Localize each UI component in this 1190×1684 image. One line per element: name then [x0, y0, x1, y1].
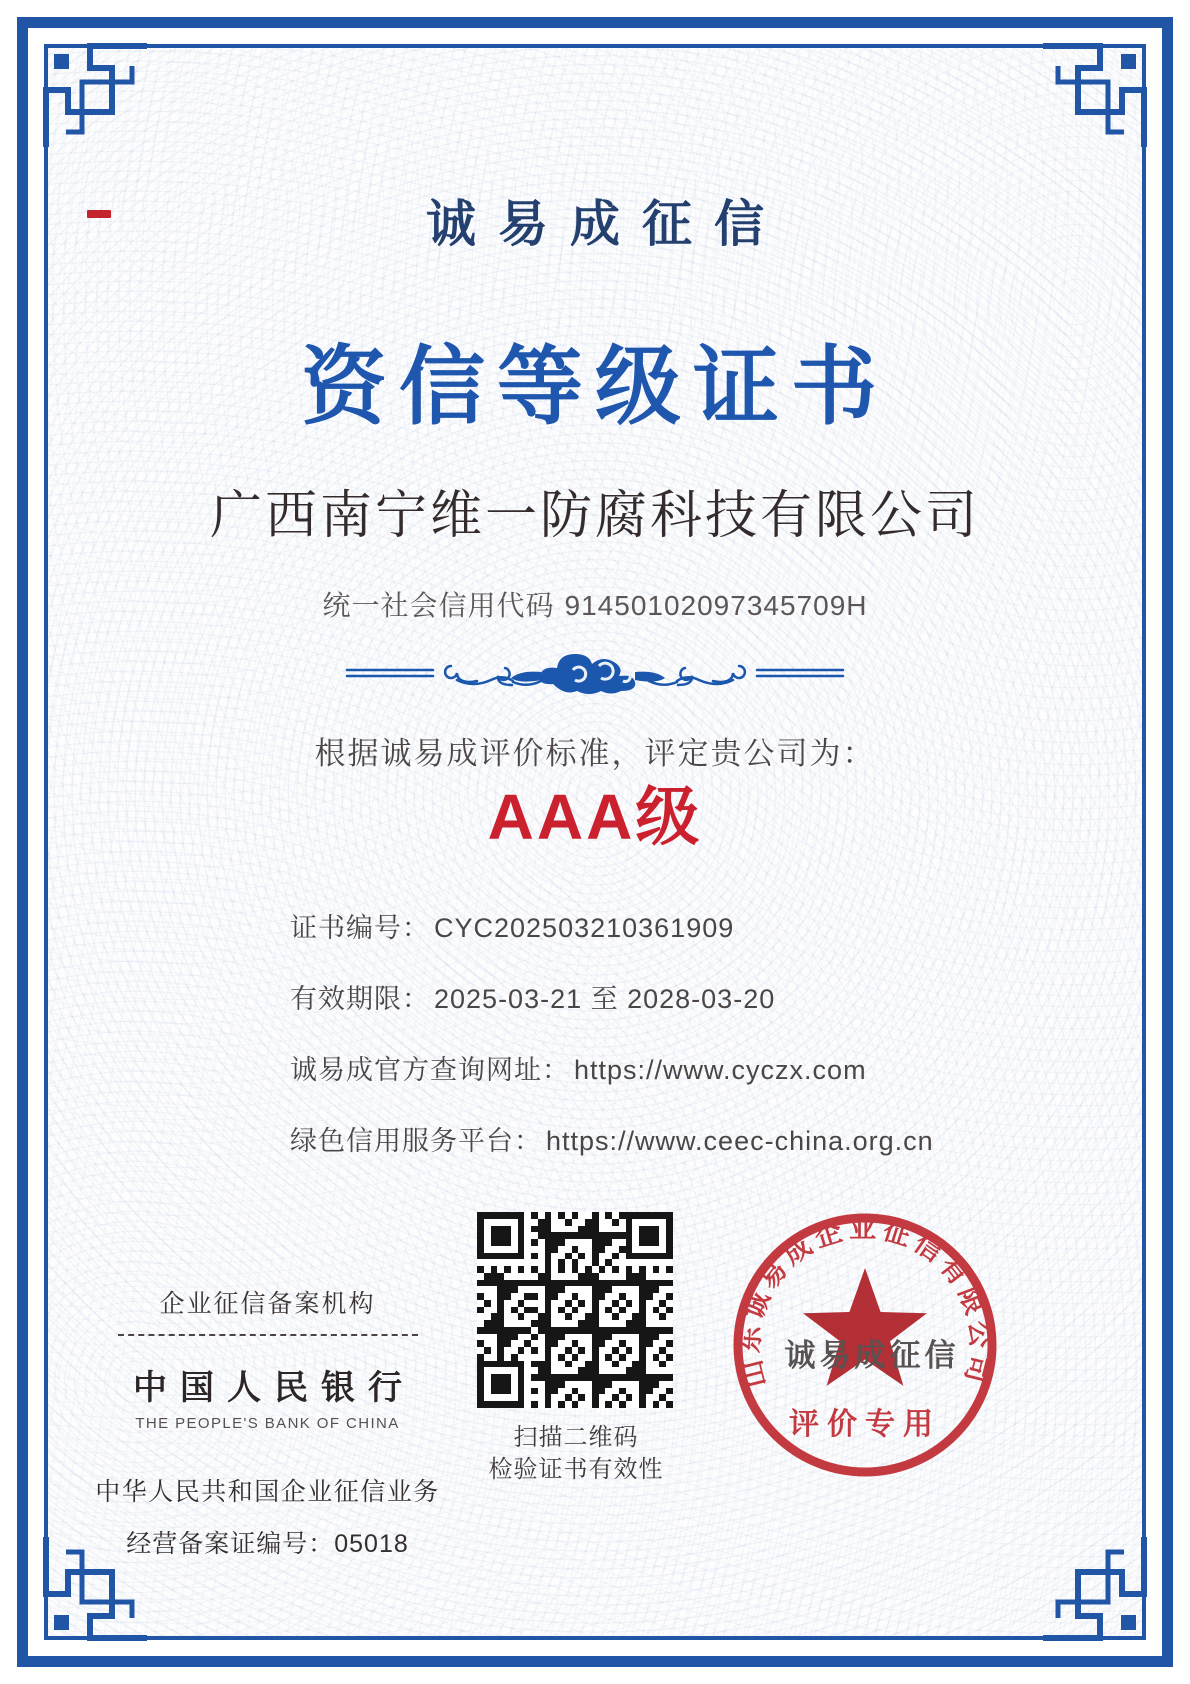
credit-code-value: 91450102097345709H [564, 590, 868, 621]
cloud-divider [0, 646, 1190, 703]
qr-caption-line2: 检验证书有效性 [488, 1456, 664, 1484]
seal-graphic [722, 1202, 1008, 1488]
detail-label: 证书编号： [290, 913, 430, 943]
registration-heading: 企业征信备案机构 [159, 1290, 376, 1318]
registration-license: 经营备案证编号：05018 [126, 1530, 409, 1558]
rating-grade: AAA级 [487, 781, 703, 853]
registration-block [95, 1284, 440, 1560]
company-name: 广西南宁维一防腐科技有限公司 [209, 487, 980, 545]
detail-label: 有效期限： [290, 984, 430, 1014]
dashed-divider [118, 1334, 418, 1336]
detail-label: 绿色信用服务平台： [290, 1126, 542, 1156]
seal-ring-text: 山东诚易成企业征信有限公司 [734, 1213, 996, 1391]
page-title: 资信等级证书 [301, 339, 889, 435]
credit-code-label: 统一社会信用代码 [322, 590, 555, 621]
detail-value: CYC202503210361909 [434, 913, 735, 943]
bank-logo-en: THE PEOPLE'S BANK OF CHINA [135, 1415, 400, 1432]
detail-label: 诚易成官方查询网址： [290, 1055, 570, 1085]
detail-value: 2025-03-21 至 2028-03-20 [434, 984, 776, 1014]
seal-bottom-text: 评价专用 [789, 1408, 941, 1441]
qr-block [477, 1212, 675, 1487]
qr-code [477, 1212, 673, 1408]
credit-code-line [0, 584, 1190, 624]
cloud-divider-icon [345, 646, 845, 698]
detail-green-platform [290, 1119, 934, 1158]
detail-validity [290, 977, 934, 1016]
brand-logo-text: 诚易成征信 [426, 196, 786, 252]
detail-value: https://www.cyczx.com [574, 1055, 867, 1085]
registration-business: 中华人民共和国企业征信业务 [95, 1478, 440, 1506]
seal-center-text: 诚易成征信 [784, 1338, 960, 1373]
bank-logo-cn: 中国人民银行 [133, 1370, 415, 1407]
rating-intro: 根据诚易成评价标准，评定贵公司为： [314, 736, 876, 771]
qr-caption-line1: 扫描二维码 [513, 1424, 639, 1451]
company-seal [722, 1202, 1008, 1488]
brand-logo [0, 184, 1190, 256]
logo-red-accent [87, 210, 111, 218]
detail-cert-number [290, 906, 934, 945]
detail-value: https://www.ceec-china.org.cn [546, 1126, 934, 1156]
certificate-details [290, 906, 934, 1158]
qr-caption [477, 1422, 675, 1487]
detail-official-site [290, 1048, 934, 1087]
